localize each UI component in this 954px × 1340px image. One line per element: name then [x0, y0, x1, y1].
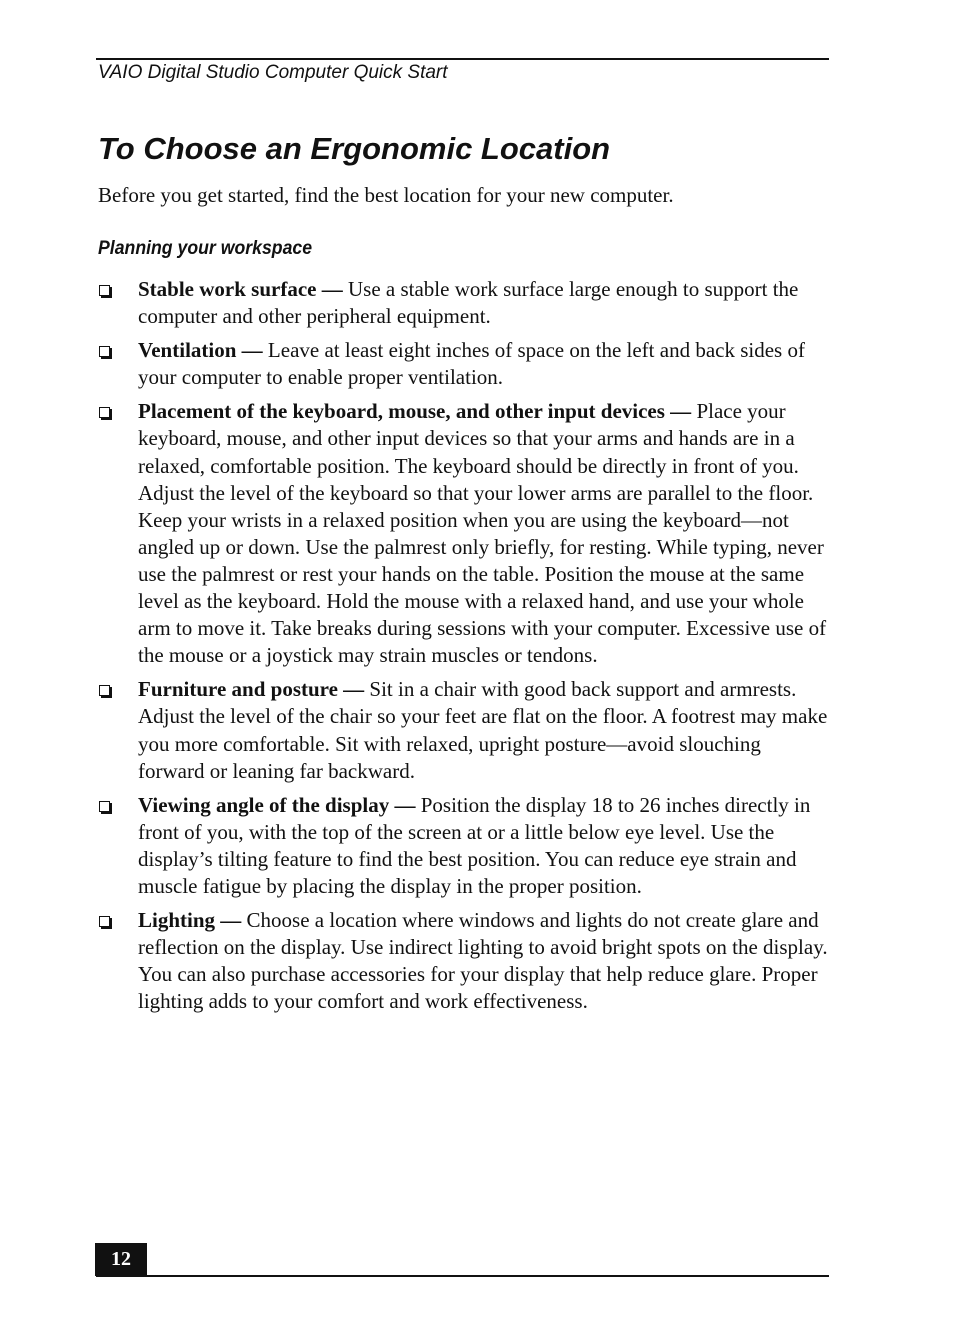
list-item-viewing-angle — [98, 792, 828, 900]
intro-paragraph: Before you get started, find the best location for your new computer. — [98, 183, 674, 207]
page-title: To Choose an Ergonomic Location — [98, 131, 611, 166]
section-heading: Planning your workspace — [98, 238, 313, 259]
page-number: 12 — [95, 1243, 147, 1276]
checkbox-icon — [99, 285, 110, 296]
list-item-input-devices — [98, 398, 828, 669]
item-text: Leave at least eight inches of space on the left and back sides of your computer to enable proper ventilation. — [138, 338, 805, 390]
footer-rule — [96, 1275, 829, 1277]
list-item-lighting — [98, 907, 828, 1015]
checkbox-icon — [99, 346, 110, 357]
list-item-ventilation — [98, 337, 828, 391]
checkbox-icon — [99, 407, 110, 418]
item-term: Stable work surface — — [138, 277, 343, 301]
item-text: Choose a location where windows and lights do not create glare and reflection on the display. Use indirect lighting to avoid bright spots on the display. You can also purchase accessories for your display that help reduce glare. Proper lighting adds to your comfort and work effectiveness. — [138, 908, 828, 1014]
item-term: Lighting — — [138, 908, 242, 933]
checkbox-icon — [99, 801, 110, 812]
item-term: Viewing angle of the display — — [138, 792, 416, 817]
item-text: Use a stable work surface large enough to support the computer and other peripheral equipment. — [138, 277, 799, 329]
item-text: Sit in a chair with good back support and armrests. Adjust the level of the chair so your feet are flat on the floor. A footrest may make you more comfortable. Sit with relaxed, upright posture—avoid slouching forward or leaning far backward. — [138, 677, 828, 783]
workspace-checklist — [98, 276, 828, 1022]
running-header: VAIO Digital Studio Computer Quick Start — [98, 62, 448, 83]
item-text: Place your keyboard, mouse, and other input devices so that your arms and hands are in a relaxed, comfortable position. The keyboard should be directly in front of you. Adjust the level of the keyboard so that your lower arms are parallel to the floor. Keep your wrists in a relaxed position when you are using the keyboard—not angled up or down. Use the palmrest only briefly, for resting. While typing, never use the palmrest or rest your hands on the table. Position the mouse at the same level as the keyboard. Hold the mouse with a relaxed hand, and use your whole arm to move it. Take breaks during sessions with your computer. Excessive use of the mouse or a joystick may strain muscles or tendons. — [138, 399, 827, 668]
header-rule — [96, 58, 829, 60]
list-item-furniture-posture — [98, 676, 828, 784]
item-term: Furniture and posture — — [138, 677, 365, 702]
item-term: Ventilation — — [138, 338, 263, 363]
list-item-stable-work-surface — [98, 276, 828, 330]
item-term: Placement of the keyboard, mouse, and other input devices — — [138, 399, 692, 424]
checkbox-icon — [99, 916, 110, 927]
checkbox-icon — [99, 685, 110, 696]
item-text: Position the display 18 to 26 inches directly in front of you, with the top of the screen at or a little below eye level. Use the display’s tilting feature to find the best position. You can reduce eye strain and muscle fatigue by placing the display in the proper position. — [138, 792, 811, 898]
